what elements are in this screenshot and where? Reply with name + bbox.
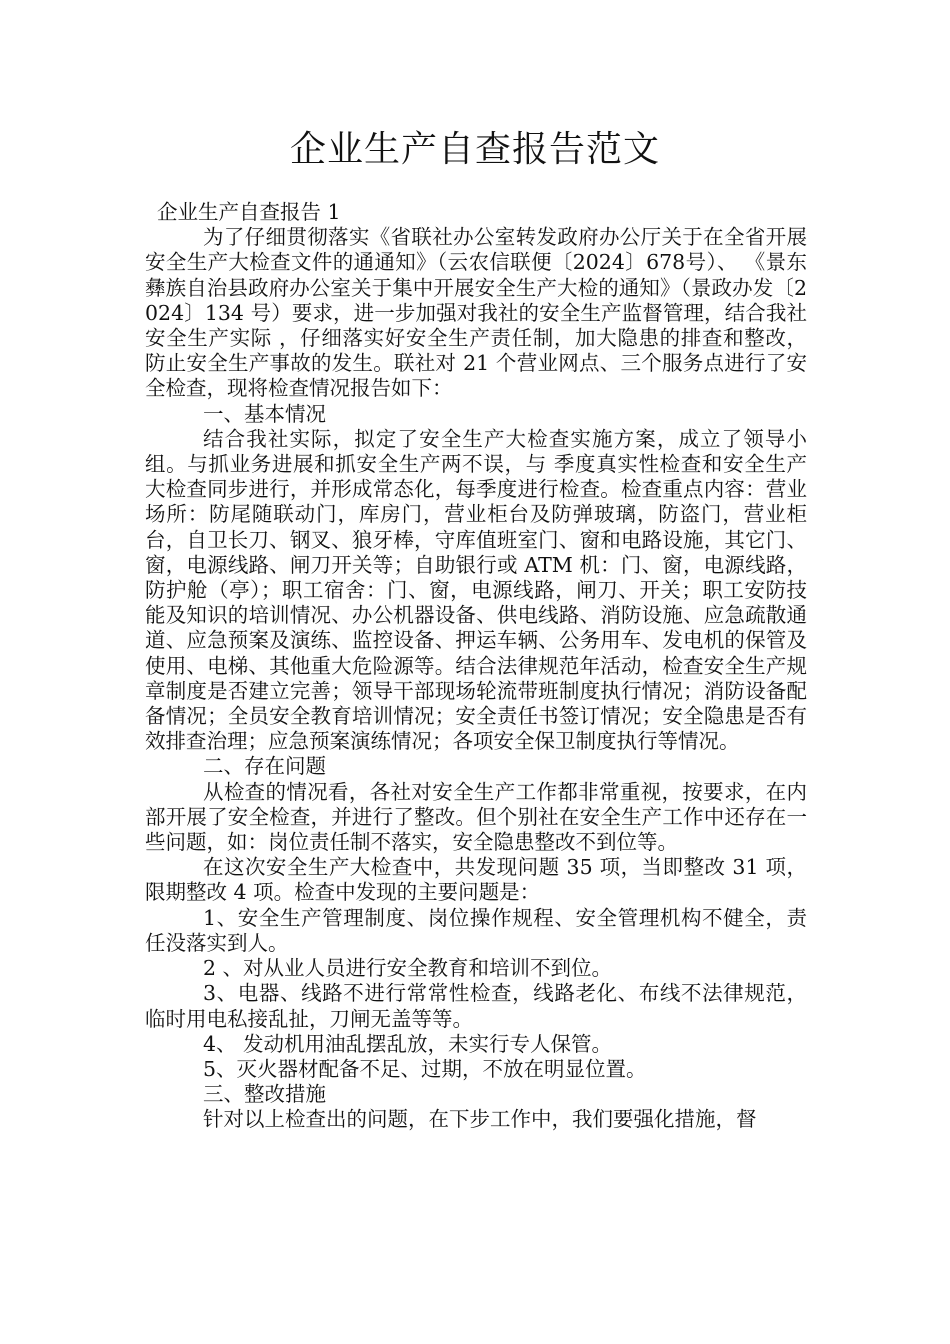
problem-item-2: 2 、对从业人员进行安全教育和培训不到位。 bbox=[203, 956, 613, 981]
document-body bbox=[145, 200, 807, 1133]
problem-item-3: 3、电器、线路不进行常常性检查，线路老化、布线不法律规范，临时用电私接乱扯，刀闸无盖等等。 bbox=[145, 981, 807, 1031]
problems-count-paragraph: 在这次安全生产大检查中，共发现问题 35 项，当即整改 31 项，限期整改 4 项。检查中发现的主要问题是： bbox=[145, 855, 807, 905]
document-title: 企业生产自查报告范文 bbox=[289, 129, 660, 170]
section-heading-problems: 二、存在问题 bbox=[203, 754, 326, 779]
problem-item-5: 5、灭火器材配备不足、过期，不放在明显位置。 bbox=[203, 1056, 647, 1081]
problems-paragraph: 从检查的情况看，各社对安全生产工作都非常重视，按要求，在内部开展了安全检查，并进行了整改。但个别社在安全生产工作中还存在一些问题，如：岗位责任制不落实，安全隐患整改不到位等。 bbox=[145, 779, 807, 855]
section-heading-measures: 三、整改措施 bbox=[203, 1082, 326, 1107]
measures-paragraph: 针对以上检查出的问题，在下步工作中，我们要强化措施，督 bbox=[203, 1107, 757, 1132]
problem-item-4: 4、 发动机用油乱摆乱放，未实行专人保管。 bbox=[203, 1031, 613, 1056]
problem-item-1: 1、安全生产管理制度、岗位操作规程、安全管理机构不健全，责任没落实到人。 bbox=[145, 905, 807, 955]
section-heading-basic: 一、基本情况 bbox=[203, 401, 326, 426]
report-subtitle: 企业生产自查报告 1 bbox=[157, 200, 341, 224]
intro-paragraph: 为了仔细贯彻落实《省联社办公室转发政府办公厅关于在全省开展安全生产大检查文件的通通知》（云农信联便〔2024〕678号）、 《景东彝族自治县政府办公室关于集中开展安全生产大检的通知》（景政办发〔2024〕134 号）要求，进一步加强对我社的安全生产监督管理，结合我社安全生产实际 ，仔细落实好安全生产责任制，加大隐患的排查和整改，防止安全生产事故的发生。联社对 21 个营业网点、三个服务点进行了安全检查，现将检查情况报告如下： bbox=[145, 225, 807, 401]
basic-situation-paragraph: 结合我社实际，拟定了安全生产大检查实施方案，成立了领导小组。与抓业务进展和抓安全生产两不误，与 季度真实性检查和安全生产大检查同步进行，并形成常态化，每季度进行检查。检查重点内容：营业场所：防尾随联动门，库房门，营业柜台及防弹玻璃，防盗门，营业柜台，自卫长刀、钢叉、狼牙棒，守库值班室门、窗和电路设施，其它门、窗，电源线路、闸刀开关等；自助银行或 ATM 机：门、窗，电源线路，防护舱（亭）；职工宿舍：门、窗，电源线路，闸刀、开关；职工安防技能及知识的培训情况、办公机器设备、供电线路、消防设施、应急疏散通道、应急预案及演练、监控设备、押运车辆、公务用车、发电机的保管及使用、电梯、其他重大危险源等。结合法律规范年活动，检查安全生产规章制度是否建立完善；领导干部现场轮流带班制度执行情况；消防设备配备情况；全员安全教育培训情况；安全责任书签订情况；安全隐患是否有效排查治理；应急预案演练情况；各项安全保卫制度执行等情况。 bbox=[145, 426, 807, 754]
